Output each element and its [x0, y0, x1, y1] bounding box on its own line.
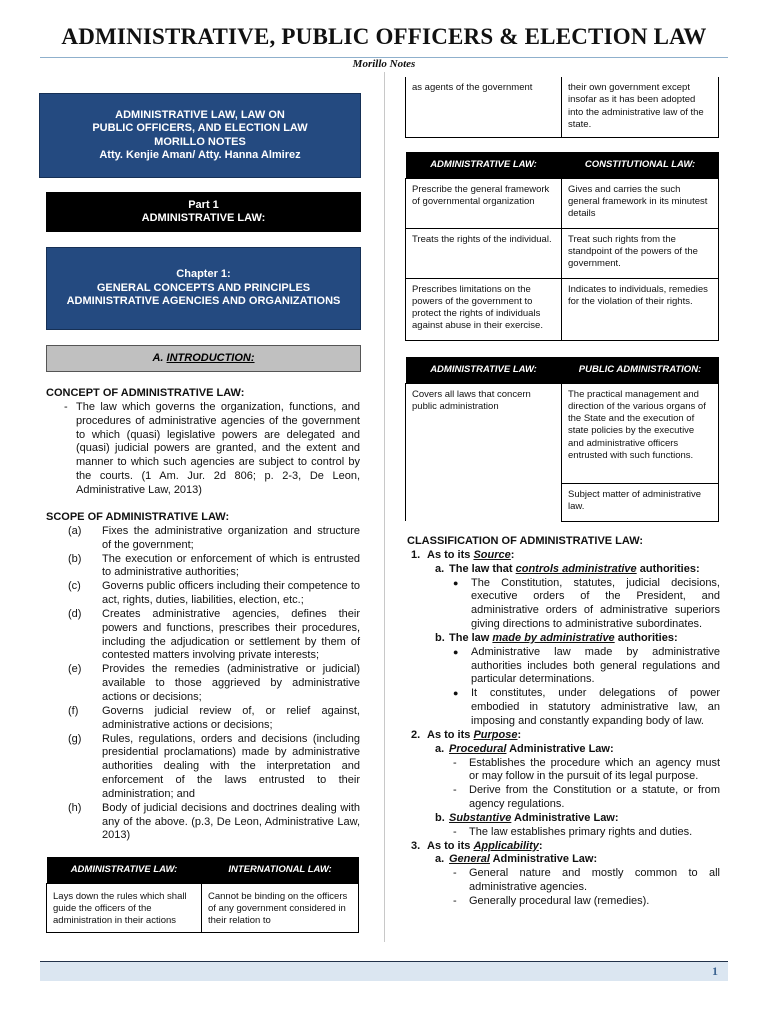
document-subtitle: Morillo Notes	[352, 58, 416, 70]
subitem-key: Procedural	[449, 742, 507, 755]
bullet-text: The Constitution, statutes, judicial decisions, executive orders of the President, and administrative orders of administrative superiors giving directions to administrative subordinates.	[471, 576, 720, 631]
bullet-icon: ●	[453, 577, 459, 588]
scope-item	[46, 580, 360, 608]
table-header-row	[406, 152, 719, 178]
scope-marker: (g)	[68, 732, 82, 745]
chapter-box	[46, 247, 361, 330]
part-box	[46, 192, 361, 232]
table-cell: Lays down the rules which shall guide the officers of the administration in their actions	[47, 883, 202, 933]
item-suffix: :	[510, 548, 515, 561]
table-header-row	[406, 357, 719, 383]
introduction-prefix: A.	[152, 351, 167, 364]
classification-item-source	[407, 549, 720, 563]
concept-section	[46, 387, 360, 498]
classification-subitem	[407, 563, 720, 577]
subitem-suffix: Administrative Law:	[489, 853, 598, 866]
subitem-key: controls administrative	[515, 562, 637, 575]
part-label: Part 1	[188, 198, 219, 211]
scope-item	[46, 705, 360, 733]
subitem-key: General	[449, 853, 490, 866]
dash-marker: -	[453, 894, 457, 907]
subitem-key: made by administrative	[492, 631, 615, 644]
dash-item	[407, 867, 720, 895]
dash-item	[407, 757, 720, 785]
table-header-cell: PUBLIC ADMINISTRATION:	[562, 357, 719, 383]
dash-marker: -	[453, 756, 457, 769]
title-box-line: ADMINISTRATIVE LAW, LAW ON	[115, 108, 285, 121]
item-number: 2.	[411, 728, 421, 741]
table-cell: Treats the rights of the individual.	[406, 228, 562, 278]
title-box-line: Atty. Kenjie Aman/ Atty. Hanna Almirez	[99, 149, 301, 161]
subitem-suffix: Administrative Law:	[506, 742, 614, 755]
table-cell: Cannot be binding on the officers of any government considered in their relation to	[202, 883, 359, 933]
scope-marker: (e)	[68, 663, 82, 676]
item-number: 1.	[411, 548, 421, 561]
scope-item	[46, 608, 360, 663]
subitem-letter: a.	[435, 562, 445, 575]
table-row	[406, 77, 719, 137]
dash-marker: -	[453, 784, 457, 797]
chapter-label: Chapter 1:	[176, 268, 231, 281]
bullet-item	[407, 577, 720, 632]
bullet-text: It constitutes, under delegations of power embodied in statutory administrative law, an imposing and constantly expanding body of law.	[471, 687, 720, 727]
column-divider	[384, 72, 385, 942]
table-row	[406, 228, 719, 278]
classification-item-purpose	[407, 729, 720, 743]
dash-text: Derive from the Constitution or a statute, or from agency regulations.	[469, 784, 720, 811]
subitem-suffix: authorities:	[636, 562, 700, 575]
dash-item	[407, 784, 720, 812]
item-prefix: As to its	[427, 548, 474, 561]
classification-subitem	[407, 743, 720, 757]
table-row	[406, 278, 719, 340]
table-header-cell: ADMINISTRATIVE LAW:	[406, 357, 562, 383]
classification-subitem	[407, 853, 720, 867]
scope-marker: (b)	[68, 552, 82, 565]
bullet-icon: ●	[453, 646, 459, 657]
bullet-icon: ●	[453, 688, 459, 699]
table-cell: Covers all laws that concern public administration	[406, 383, 562, 521]
admin-vs-international-table	[46, 857, 359, 933]
part-title: ADMINISTRATIVE LAW:	[141, 212, 266, 224]
classification-heading: CLASSIFICATION OF ADMINISTRATIVE LAW:	[407, 535, 644, 547]
item-suffix: :	[517, 728, 522, 741]
concept-item	[46, 401, 360, 498]
scope-text: Governs judicial review of, or relief against, administrative actions or decisions;	[102, 704, 360, 731]
table-cell: their own government except insofar as it has been adopted into the administrative law of the state.	[562, 77, 719, 137]
table-row	[406, 383, 719, 483]
table-cell: Gives and carries the such general framework in its minutest details	[562, 178, 719, 228]
dash-text: General nature and mostly common to all administrative agencies.	[469, 867, 720, 894]
dash-marker: -	[64, 400, 68, 413]
concept-text: The law which governs the organization, functions, and procedures of administrative agencies of the government to which (quasi) legislative powers are delegated and (quasi) judicial powers are granted, and the extent and manner to which such agencies are subject to control by the courts. (1 Am. Jur. 2d 806; p. 2-3, De Leon, Administrative Law, 2013)	[76, 400, 360, 496]
subitem-prefix: The law that	[449, 562, 516, 575]
subitem-letter: a.	[435, 742, 445, 755]
table-row	[406, 178, 719, 228]
table-header-cell: CONSTITUTIONAL LAW:	[562, 152, 719, 178]
scope-item	[46, 663, 360, 705]
dash-marker: -	[453, 867, 457, 880]
subitem-letter: a.	[435, 853, 445, 866]
title-box-line: PUBLIC OFFICERS, AND ELECTION LAW	[92, 122, 308, 134]
scope-text: Rules, regulations, orders and decisions (including presidential proclamations) made by administrative authorities dealing with the interpretation and enforcement of the laws entrusted to their administration; and	[102, 732, 360, 800]
item-key: Purpose	[473, 728, 518, 741]
subitem-key: Substantive	[449, 811, 512, 824]
classification-subitem	[407, 812, 720, 826]
table-cell: Subject matter of administrative law.	[562, 483, 719, 521]
bullet-text: Administrative law made by administrative authorities includes both general regulations and particular determinations.	[471, 645, 720, 686]
table-cell: Treat such rights from the standpoint of the powers of the government.	[562, 228, 719, 278]
footer-bar	[40, 961, 728, 981]
scope-item	[46, 802, 360, 844]
dash-item	[407, 826, 720, 840]
scope-marker: (f)	[68, 704, 79, 717]
classification-item-applicability	[407, 840, 720, 854]
bullet-item	[407, 646, 720, 688]
classification-subitem	[407, 632, 720, 646]
document-title: ADMINISTRATIVE, PUBLIC OFFICERS & ELECTION LAW	[61, 24, 707, 49]
dash-text: Generally procedural law (remedies).	[469, 894, 650, 907]
item-suffix: :	[538, 839, 543, 852]
dash-text: Establishes the procedure which an agency must or may follow in the pursuit of its legal purpose.	[469, 756, 720, 783]
title-box	[39, 93, 361, 178]
title-box-line: MORILLO NOTES	[154, 135, 246, 148]
admin-vs-international-table-continued	[405, 77, 719, 138]
table-cell: The practical management and direction of the various organs of the State and the execution of state policies by the executive and administrative officers entrusted with such functions.	[562, 383, 719, 483]
subitem-suffix: Administrative Law:	[511, 811, 619, 824]
table-cell: Prescribes limitations on the powers of the government to protect the rights of individuals against abuse in their exercise.	[406, 278, 562, 340]
bullet-item	[407, 687, 720, 729]
admin-vs-constitutional-table	[405, 152, 719, 341]
admin-vs-public-administration-table	[405, 357, 719, 522]
subitem-suffix: authorities:	[614, 631, 678, 644]
table-header-row	[47, 857, 359, 883]
chapter-subtitle: ADMINISTRATIVE AGENCIES AND ORGANIZATIONS	[66, 295, 341, 308]
scope-item	[46, 733, 360, 802]
table-cell: as agents of the government	[406, 77, 562, 137]
scope-marker: (d)	[68, 607, 82, 620]
item-prefix: As to its	[427, 839, 474, 852]
dash-item	[407, 895, 720, 909]
chapter-title: GENERAL CONCEPTS AND PRINCIPLES	[96, 281, 311, 294]
dash-text: The law establishes primary rights and duties.	[469, 825, 693, 838]
scope-marker: (a)	[68, 524, 82, 537]
table-header-cell: ADMINISTRATIVE LAW:	[47, 857, 202, 883]
scope-text: Fixes the administrative organization and structure of the government;	[102, 524, 360, 551]
scope-heading: SCOPE OF ADMINISTRATIVE LAW:	[46, 511, 230, 523]
subitem-letter: b.	[435, 811, 445, 824]
table-row	[47, 883, 359, 933]
introduction-box	[46, 345, 361, 372]
introduction-label: INTRODUCTION:	[166, 351, 255, 364]
scope-marker: (c)	[68, 580, 81, 593]
item-number: 3.	[411, 839, 421, 852]
classification-section	[407, 535, 720, 909]
scope-marker: (h)	[68, 801, 82, 814]
item-prefix: As to its	[427, 728, 474, 741]
table-header-cell: INTERNATIONAL LAW:	[202, 857, 359, 883]
table-cell: Indicates to individuals, remedies for the violation of their rights.	[562, 278, 719, 340]
subitem-letter: b.	[435, 631, 445, 644]
subitem-prefix: The law	[449, 631, 493, 644]
scope-section	[46, 511, 360, 843]
scope-text: Governs public officers including their competence to act, rights, duties, liabilities, election, etc.;	[102, 580, 360, 607]
scope-item	[46, 525, 360, 553]
table-header-cell: ADMINISTRATIVE LAW:	[406, 152, 562, 178]
dash-marker: -	[453, 825, 457, 838]
page-number: 1	[712, 964, 718, 978]
scope-text: Provides the remedies (administrative or judicial) available to those aggrieved by administrative actions or decisions;	[102, 663, 360, 703]
table-cell: Prescribe the general framework of governmental organization	[406, 178, 562, 228]
item-key: Source	[473, 548, 511, 561]
scope-text: The execution or enforcement of which is entrusted to administrative authorities;	[102, 552, 360, 579]
concept-heading: CONCEPT OF ADMINISTRATIVE LAW:	[46, 387, 245, 399]
scope-text: Body of judicial decisions and doctrines dealing with any of the above. (p.3, De Leon, Administrative Law, 2013)	[102, 801, 360, 842]
scope-item	[46, 553, 360, 581]
item-key: Applicability	[473, 839, 539, 852]
scope-text: Creates administrative agencies, defines their powers and functions, prescribes their procedures, including the adjudication or settlement by them of contested matters involving private interests;	[102, 607, 360, 662]
